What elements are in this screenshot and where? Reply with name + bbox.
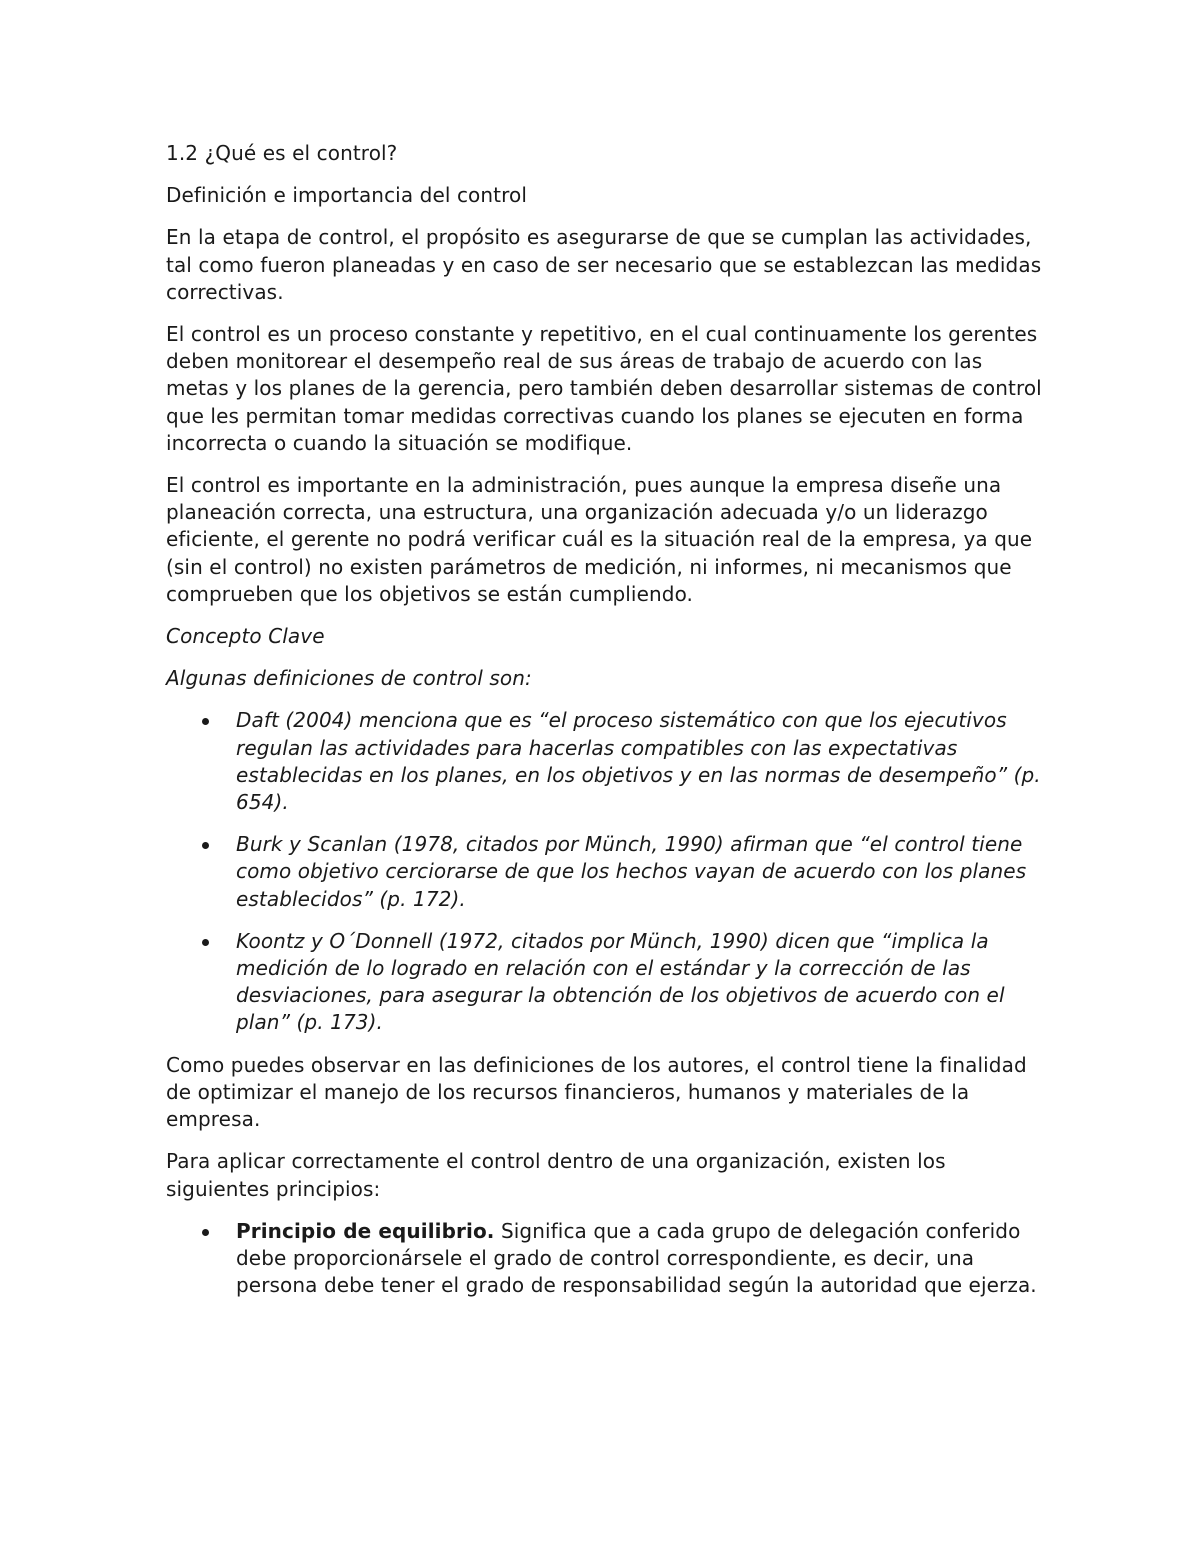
- definitions-list: [166, 707, 1046, 1036]
- definition-text: Koontz y O´Donnell (1972, citados por Münch, 1990) dicen que “implica la medición de lo logrado en relación con el estándar y la corrección de las desviaciones, para asegurar la obtención de los objetivos de acuerdo con el plan” (p. 173).: [236, 928, 1005, 1035]
- paragraph: En la etapa de control, el propósito es asegurarse de que se cumplan las actividades, tal como fueron planeadas y en caso de ser necesario que se establezcan las medidas correctivas.: [166, 225, 1042, 304]
- document-content: [166, 140, 1046, 1314]
- list-item: [166, 707, 1046, 816]
- definition-text: Burk y Scanlan (1978, citados por Münch, 1990) afirman que “el control tiene como objetivo cerciorarse de que los hechos vayan de acuerdo con los planes establecidos” (p. 172).: [236, 832, 1027, 911]
- list-item: [166, 1218, 1046, 1300]
- principle-title: Principio de equilibrio.: [236, 1218, 495, 1243]
- paragraph: Para aplicar correctamente el control dentro de una organización, existen los siguientes principios:: [166, 1149, 946, 1201]
- paragraph: Como puedes observar en las definiciones de los autores, el control tiene la finalidad de optimizar el manejo de los recursos financieros, humanos y materiales de la empresa.: [166, 1052, 1027, 1132]
- list-item: [166, 928, 1046, 1037]
- bullet-icon: [202, 842, 209, 849]
- concept-label: Concepto Clave: [166, 624, 325, 649]
- bullet-icon: [202, 718, 209, 725]
- bullet-icon: [202, 939, 209, 946]
- section-subheading: Definición e importancia del control: [166, 183, 527, 208]
- paragraph: El control es un proceso constante y repetitivo, en el cual continuamente los gerentes deben monitorear el desempeño real de sus áreas de trabajo de acuerdo con las metas y los planes de la gerencia, pero también deben desarrollar sistemas de control que les permitan tomar medidas correctivas cuando los planes se ejecuten en forma incorrecta o cuando la situación se modifique.: [166, 322, 1042, 455]
- definitions-intro: Algunas definiciones de control son:: [166, 666, 532, 691]
- list-item: [166, 831, 1046, 913]
- definition-text: Daft (2004) menciona que es “el proceso sistemático con que los ejecutivos regulan las actividades para hacerlas compatibles con las expectativas establecidas en los planes, en los objetivos y en las normas de desempeño” (p. 654).: [236, 708, 1041, 815]
- bullet-icon: [202, 1229, 209, 1236]
- principles-list: [166, 1218, 1046, 1300]
- paragraph: El control es importante en la administración, pues aunque la empresa diseñe una planeación correcta, una estructura, una organización adecuada y/o un liderazgo eficiente, el gerente no podrá verificar cuál es la situación real de la empresa, ya que (sin el control) no existen parámetros de medición, ni informes, ni mecanismos que comprueben que los objetivos se están cumpliendo.: [166, 473, 1033, 606]
- principle-text: Significa que a cada grupo de delegación conferido debe proporcionársele el grado de control correspondiente, es decir, una persona debe tener el grado de responsabilidad según la autoridad que ejerza.: [236, 1218, 1037, 1298]
- section-heading: 1.2 ¿Qué es el control?: [166, 141, 398, 165]
